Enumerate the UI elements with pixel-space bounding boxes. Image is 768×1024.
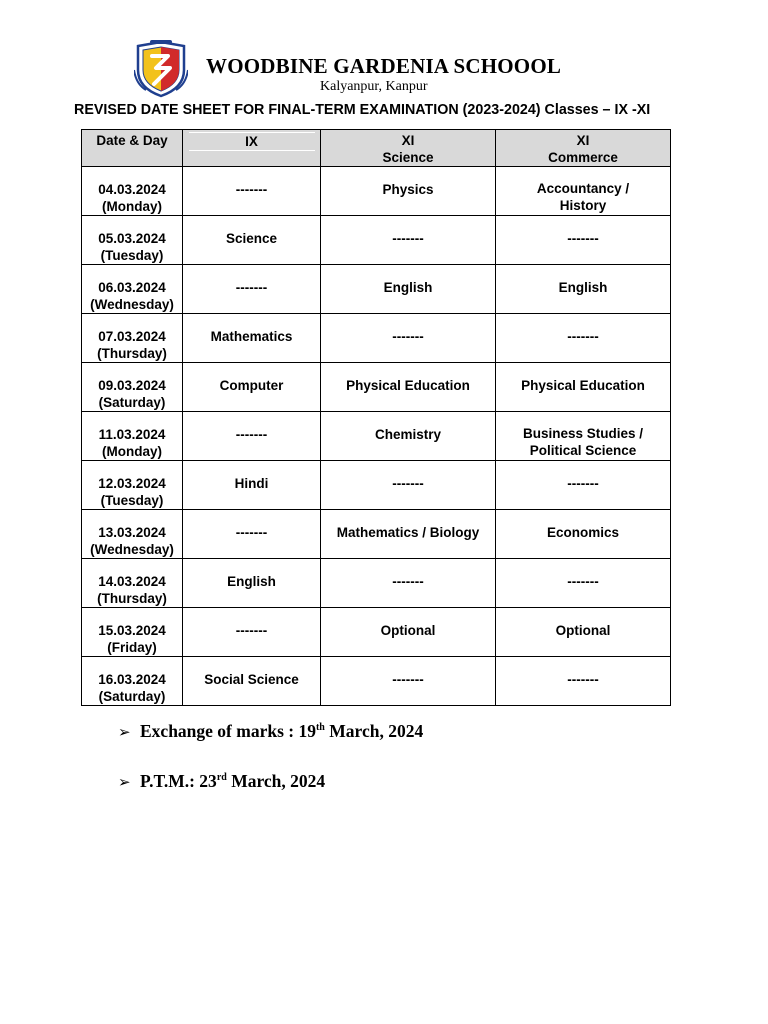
xi-commerce-subject-cell — [496, 216, 671, 265]
commerce-subject: ------- — [567, 231, 599, 246]
exam-day: (Thursday) — [97, 346, 167, 361]
ix-subject: Mathematics — [210, 329, 293, 344]
ix-subject-cell — [183, 363, 321, 412]
arrow-bullet-icon: ➢ — [118, 773, 131, 791]
exam-day: (Thursday) — [97, 591, 167, 606]
ix-subject-cell — [183, 657, 321, 706]
xi-science-subject-cell — [321, 363, 496, 412]
science-subject: Chemistry — [374, 427, 442, 442]
commerce-subject: Economics — [546, 525, 620, 540]
table-row — [82, 608, 671, 657]
exam-date: 11.03.2024 — [98, 427, 166, 442]
ix-subject-cell — [183, 265, 321, 314]
science-subject: Physical Education — [346, 378, 470, 393]
xi-science-subject-cell — [321, 167, 496, 216]
date-cell — [82, 510, 183, 559]
header-xi-commerce-line1: XI — [576, 133, 590, 148]
ix-subject: English — [227, 574, 276, 589]
table-header-row — [82, 130, 671, 167]
xi-science-subject-cell — [321, 412, 496, 461]
ix-subject: ------- — [235, 182, 268, 197]
table-row — [82, 657, 671, 706]
table-row — [82, 412, 671, 461]
science-subject: ------- — [392, 574, 424, 589]
ix-subject: Science — [225, 231, 278, 246]
date-cell — [82, 657, 183, 706]
xi-science-subject-cell — [321, 216, 496, 265]
commerce-subject: English — [558, 280, 608, 295]
date-cell — [82, 216, 183, 265]
date-sheet-table — [81, 129, 671, 706]
commerce-subject: Accountancy / — [536, 181, 630, 196]
exam-date: 05.03.2024 — [98, 231, 166, 246]
school-name: WOODBINE GARDENIA SCHOOOL — [206, 54, 562, 78]
ix-subject-cell — [183, 608, 321, 657]
xi-commerce-subject-cell — [496, 265, 671, 314]
table-row — [82, 559, 671, 608]
header-xi-commerce-line2: Commerce — [548, 150, 618, 165]
ix-subject-cell — [183, 510, 321, 559]
xi-commerce-subject-cell — [496, 461, 671, 510]
xi-commerce-subject-cell — [496, 167, 671, 216]
exam-day: (Monday) — [102, 444, 162, 459]
exam-day: (Saturday) — [98, 395, 166, 410]
note-exchange-of-marks — [118, 721, 423, 742]
note-ptm — [118, 771, 325, 792]
table-row — [82, 510, 671, 559]
xi-commerce-subject-cell — [496, 657, 671, 706]
header-xi-commerce — [496, 130, 671, 167]
ix-subject-cell — [183, 461, 321, 510]
xi-commerce-subject-cell — [496, 363, 671, 412]
exam-date: 13.03.2024 — [98, 525, 166, 540]
header-xi-science-line2: Science — [382, 150, 434, 165]
header-ix — [183, 130, 321, 167]
note-text-after: March, 2024 — [226, 771, 326, 791]
header-date-day: Date & Day — [82, 130, 183, 167]
exam-date: 12.03.2024 — [98, 476, 166, 491]
ix-subject: ------- — [235, 623, 268, 638]
header-ix-label: IX — [189, 132, 315, 151]
note-text: Exchange of marks : 19 — [140, 721, 316, 741]
ix-subject: ------- — [235, 427, 268, 442]
xi-science-subject-cell — [321, 559, 496, 608]
science-subject: Optional — [380, 623, 436, 638]
note-superscript: rd — [216, 772, 227, 784]
date-cell — [82, 559, 183, 608]
table-row — [82, 216, 671, 265]
exam-date: 14.03.2024 — [98, 574, 166, 589]
exam-day: (Friday) — [107, 640, 157, 655]
note-superscript: th — [315, 722, 325, 734]
commerce-subject-line2: Political Science — [529, 443, 637, 458]
exam-day: (Tuesday) — [100, 248, 164, 263]
commerce-subject: ------- — [567, 574, 599, 589]
ix-subject: ------- — [235, 525, 268, 540]
commerce-subject: ------- — [567, 476, 599, 491]
xi-science-subject-cell — [321, 657, 496, 706]
exam-date: 04.03.2024 — [98, 182, 166, 197]
exam-day: (Wednesday) — [90, 542, 174, 557]
commerce-subject: ------- — [567, 329, 599, 344]
ix-subject: Hindi — [234, 476, 269, 491]
date-cell — [82, 608, 183, 657]
arrow-bullet-icon: ➢ — [118, 723, 131, 741]
xi-science-subject-cell — [321, 510, 496, 559]
ix-subject-cell — [183, 314, 321, 363]
commerce-subject: ------- — [567, 672, 599, 687]
xi-science-subject-cell — [321, 265, 496, 314]
xi-commerce-subject-cell — [496, 559, 671, 608]
date-cell — [82, 363, 183, 412]
commerce-subject-line2: History — [559, 198, 607, 213]
table-row — [82, 265, 671, 314]
date-cell — [82, 461, 183, 510]
science-subject: ------- — [392, 476, 424, 491]
exam-date: 07.03.2024 — [98, 329, 166, 344]
school-crest-logo — [134, 40, 188, 98]
xi-science-subject-cell — [321, 314, 496, 363]
date-cell — [82, 412, 183, 461]
commerce-subject: Optional — [555, 623, 611, 638]
exam-date: 09.03.2024 — [98, 378, 166, 393]
exam-day: (Saturday) — [98, 689, 166, 704]
xi-commerce-subject-cell — [496, 412, 671, 461]
note-text-after: March, 2024 — [324, 721, 424, 741]
science-subject: ------- — [392, 329, 424, 344]
ix-subject: Computer — [219, 378, 284, 393]
xi-science-subject-cell — [321, 461, 496, 510]
exam-date: 16.03.2024 — [98, 672, 166, 687]
ix-subject-cell — [183, 412, 321, 461]
commerce-subject: Physical Education — [521, 378, 645, 393]
science-subject: Mathematics / Biology — [336, 525, 480, 540]
exam-day: (Monday) — [102, 199, 162, 214]
science-subject: English — [383, 280, 433, 295]
science-subject: ------- — [392, 672, 424, 687]
xi-commerce-subject-cell — [496, 608, 671, 657]
ix-subject-cell — [183, 559, 321, 608]
date-cell — [82, 314, 183, 363]
exam-day: (Tuesday) — [100, 493, 164, 508]
exam-date: 15.03.2024 — [98, 623, 166, 638]
science-subject: ------- — [392, 231, 424, 246]
exam-date: 06.03.2024 — [98, 280, 166, 295]
header-xi-science — [321, 130, 496, 167]
ix-subject-cell — [183, 216, 321, 265]
table-row — [82, 363, 671, 412]
ix-subject: Social Science — [204, 672, 299, 687]
science-subject: Physics — [382, 182, 434, 197]
table-row — [82, 167, 671, 216]
xi-commerce-subject-cell — [496, 314, 671, 363]
note-text: P.T.M.: 23 — [140, 771, 217, 791]
xi-science-subject-cell — [321, 608, 496, 657]
date-cell — [82, 265, 183, 314]
header-xi-science-line1: XI — [401, 133, 415, 148]
xi-commerce-subject-cell — [496, 510, 671, 559]
commerce-subject: Business Studies / — [522, 426, 644, 441]
exam-day: (Wednesday) — [90, 297, 174, 312]
table-row — [82, 314, 671, 363]
date-cell — [82, 167, 183, 216]
ix-subject: ------- — [235, 280, 268, 295]
school-location: Kalyanpur, Kanpur — [320, 79, 428, 94]
table-row — [82, 461, 671, 510]
page-title: REVISED DATE SHEET FOR FINAL-TERM EXAMINATION (2023-2024) Classes – IX -XI — [74, 102, 651, 118]
ix-subject-cell — [183, 167, 321, 216]
